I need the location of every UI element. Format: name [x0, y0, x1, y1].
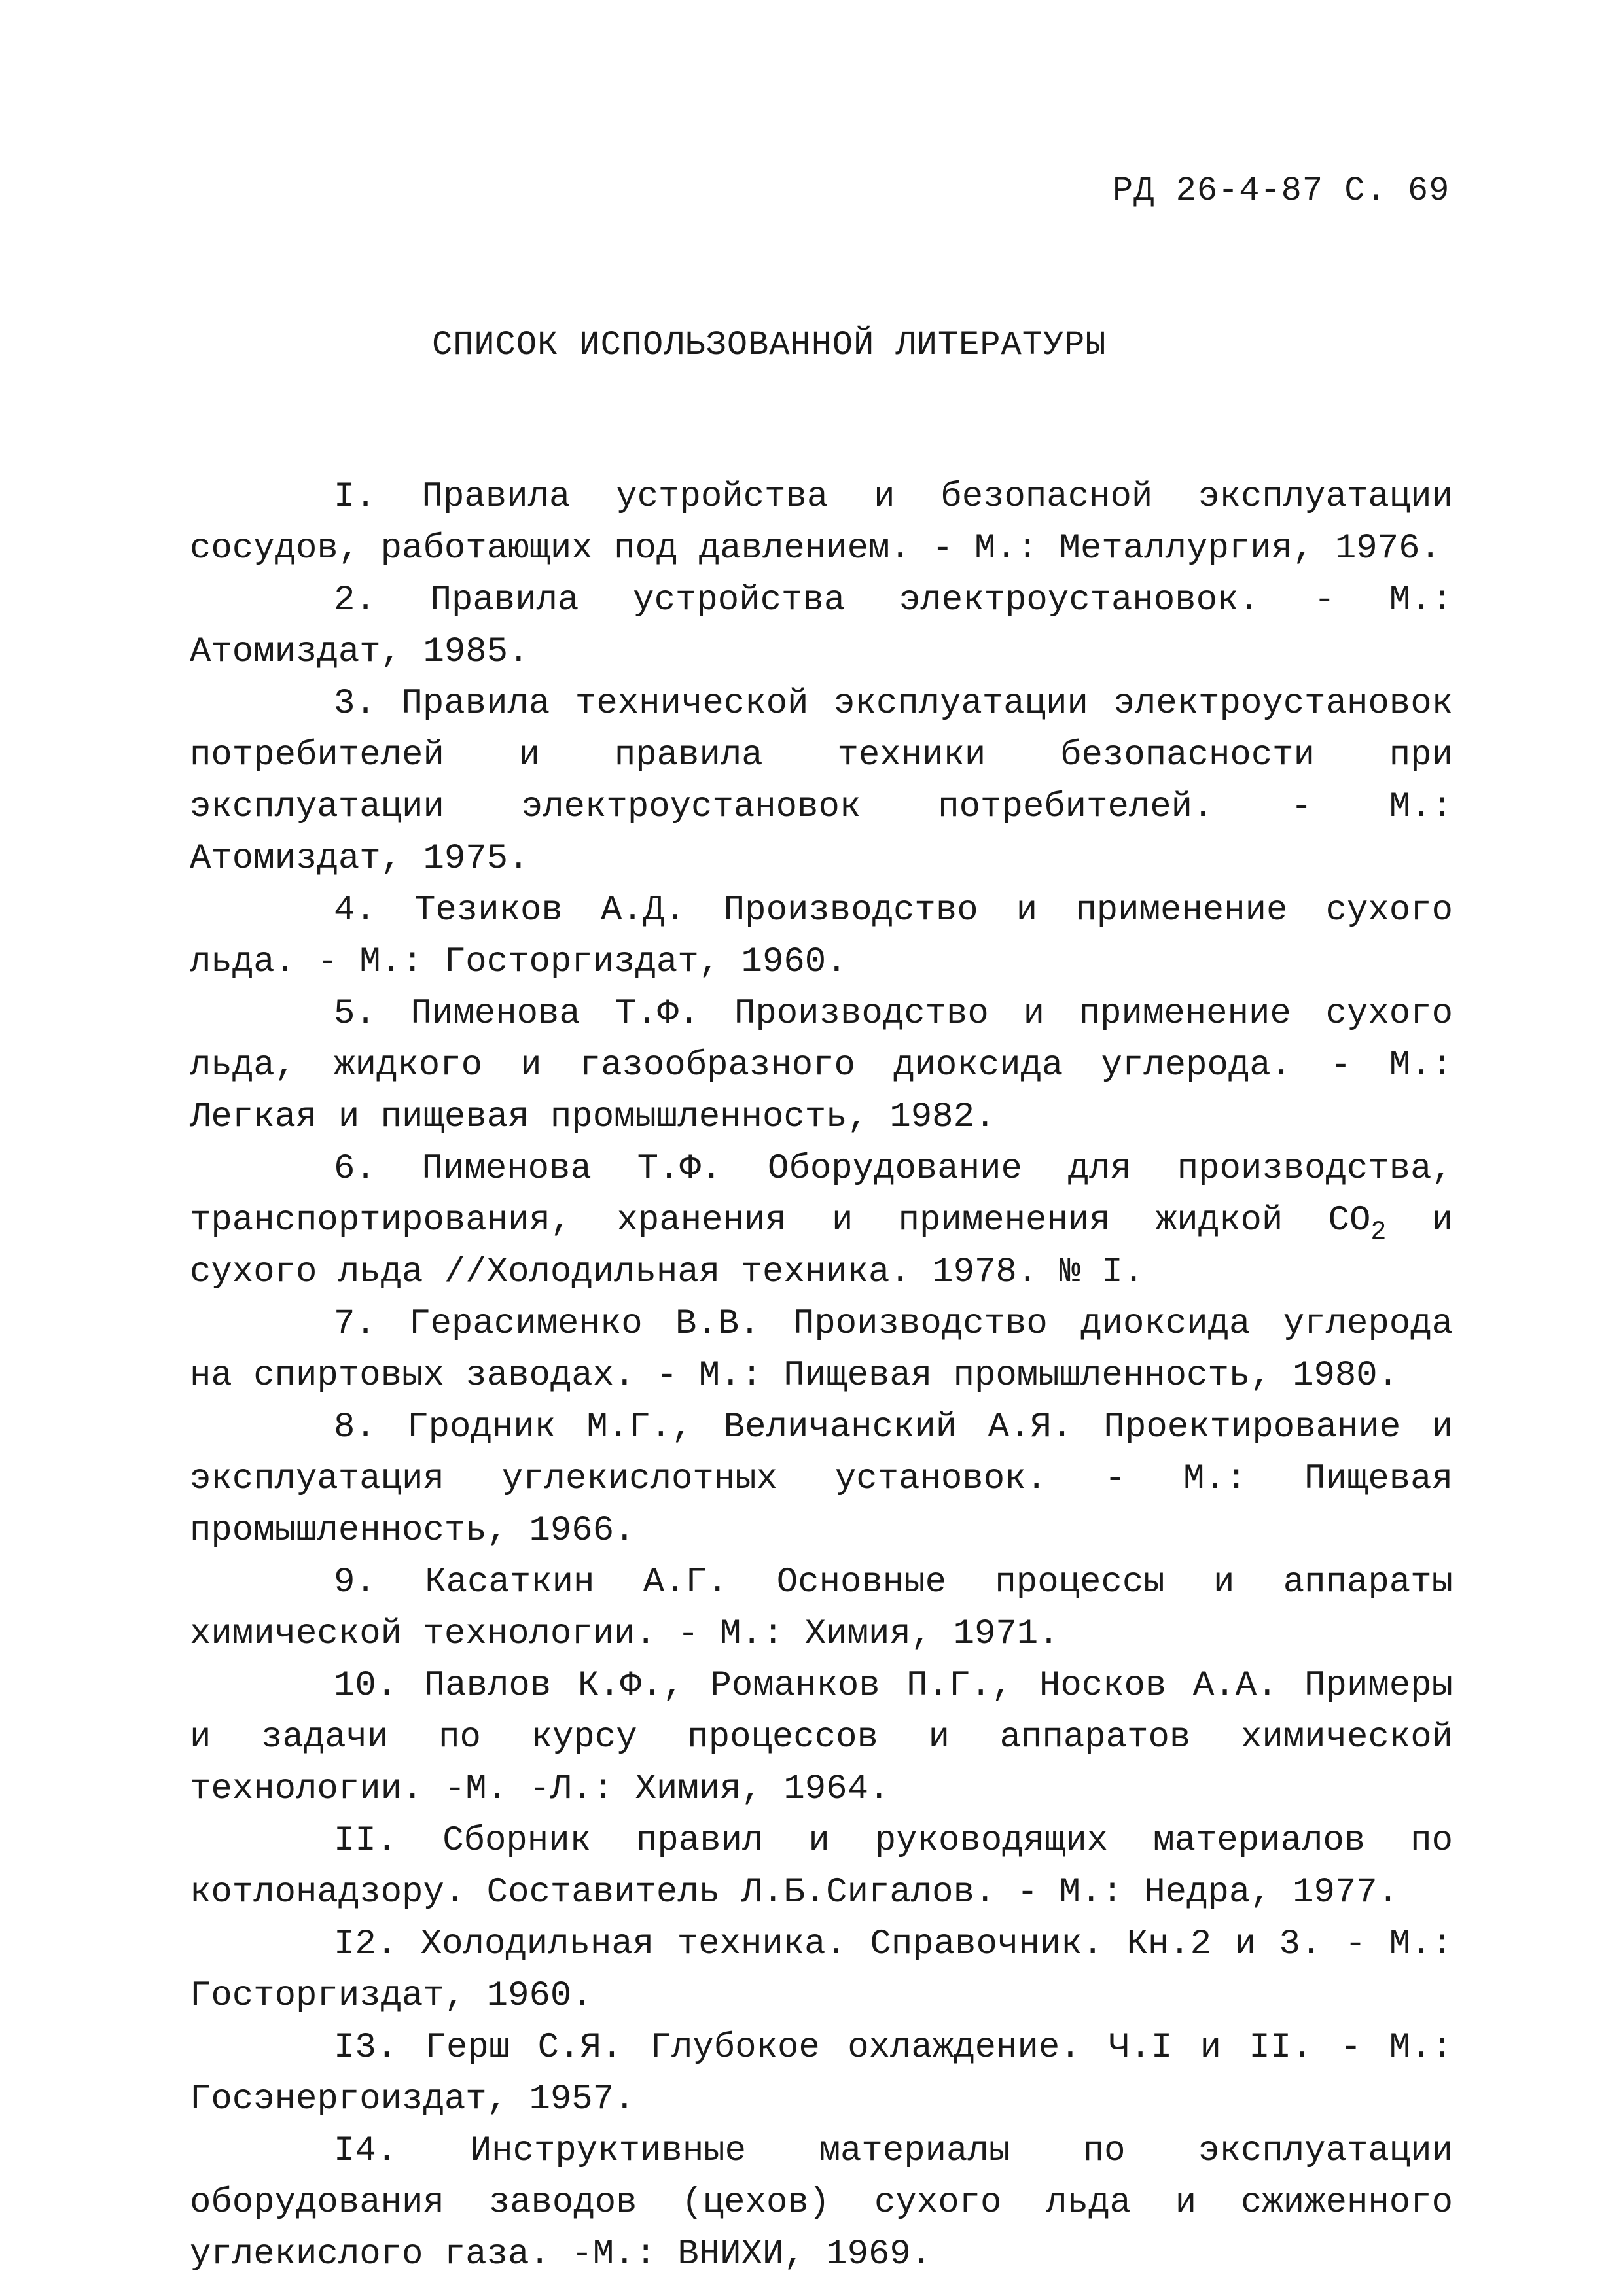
co2-subscript: 2	[1370, 1218, 1387, 1247]
document-code: РД 26-4-87 С. 69	[1113, 171, 1450, 210]
reference-text: Правила технической эксплуатации электроустановок потребителей и правила техники безопасности при эксплуатации электроустановок потребителей. - М.: Атомиздат, 1975.	[190, 684, 1454, 879]
reference-number: 4.	[334, 891, 376, 930]
reference-text: Касаткин А.Г. Основные процессы и аппараты химической технологии. - М.: Химия, 1971.	[190, 1563, 1454, 1654]
reference-number: I2.	[334, 1924, 398, 1964]
reference-text: Герасименко В.В. Производство диоксида углерода на спиртовых заводах. - М.: Пищевая промышленность, 1980.	[190, 1304, 1453, 1396]
reference-number: 10.	[334, 1666, 398, 1706]
reference-text: Правила устройства электроустановок. - М.: Атомиздат, 1985.	[190, 580, 1453, 672]
reference-number: 7.	[334, 1304, 376, 1344]
reference-item	[190, 2022, 1453, 2125]
reference-item	[190, 2125, 1453, 2280]
page-title: СПИСОК ИСПОЛЬЗОВАННОЙ ЛИТЕРАТУРЫ	[432, 326, 1107, 364]
reference-number: 9.	[334, 1563, 376, 1602]
reference-number: 6.	[334, 1149, 376, 1189]
reference-item	[190, 678, 1453, 885]
reference-text: Павлов К.Ф., Романков П.Г., Носков А.А. Примеры и задачи по курсу процессов и аппаратов химической технологии. -М. -Л.: Химия, 1964.	[190, 1666, 1453, 1809]
reference-number: 2.	[334, 580, 376, 620]
reference-item	[190, 1815, 1453, 1918]
reference-list	[190, 471, 1453, 2280]
reference-text: Сборник правил и руководящих материалов по котлонадзору. Составитель Л.Б.Сигалов. - М.: Недра, 1977.	[190, 1821, 1453, 1913]
reference-item	[190, 1660, 1453, 1815]
reference-number: 3.	[334, 684, 376, 724]
reference-number: 5.	[334, 994, 376, 1034]
reference-item	[190, 471, 1453, 574]
reference-number: I.	[334, 477, 376, 517]
reference-text: Холодильная техника. Справочник. Кн.2 и 3. - М.: Госторгиздат, 1960.	[190, 1924, 1454, 2016]
reference-text: Герш С.Я. Глубокое охлаждение. Ч.I и II. - М.: Госэнергоиздат, 1957.	[190, 2028, 1453, 2119]
reference-item	[190, 885, 1453, 988]
reference-text: и сухого льда //Холодильная техника. 1978. № I.	[190, 1201, 1454, 1292]
reference-number: I3.	[334, 2028, 398, 2068]
reference-item	[190, 1402, 1453, 1557]
reference-text: Правила устройства и безопасной эксплуатации сосудов, работающих под давлением. - М.: Металлургия, 1976.	[190, 477, 1453, 569]
reference-text: Инструктивные материалы по эксплуатации оборудования заводов (цехов) сухого льда и сжиженного углекислого газа. -М.: ВНИХИ, 1969.	[190, 2131, 1453, 2274]
reference-item	[190, 1298, 1453, 1402]
reference-number: I4.	[334, 2131, 398, 2171]
reference-item	[190, 1143, 1453, 1298]
reference-number: II.	[334, 1821, 398, 1861]
reference-text: Пименова Т.Ф. Оборудование для производства, транспортирования, хранения и применения жидкой CO	[190, 1149, 1453, 1241]
reference-text: Гродник М.Г., Величанский А.Я. Проектирование и эксплуатация углекислотных установок. - М.: Пищевая промышленность, 1966.	[190, 1407, 1453, 1551]
reference-item	[190, 1918, 1453, 2022]
reference-item	[190, 574, 1453, 678]
reference-text: Тезиков А.Д. Производство и применение сухого льда. - М.: Госторгиздат, 1960.	[190, 891, 1453, 982]
reference-text: Пименова Т.Ф. Производство и применение сухого льда, жидкого и газообразного диоксида углерода. - М.: Легкая и пищевая промышленность, 1982.	[190, 994, 1453, 1137]
reference-number: 8.	[334, 1407, 376, 1447]
reference-item	[190, 988, 1453, 1143]
reference-item	[190, 1557, 1453, 1660]
